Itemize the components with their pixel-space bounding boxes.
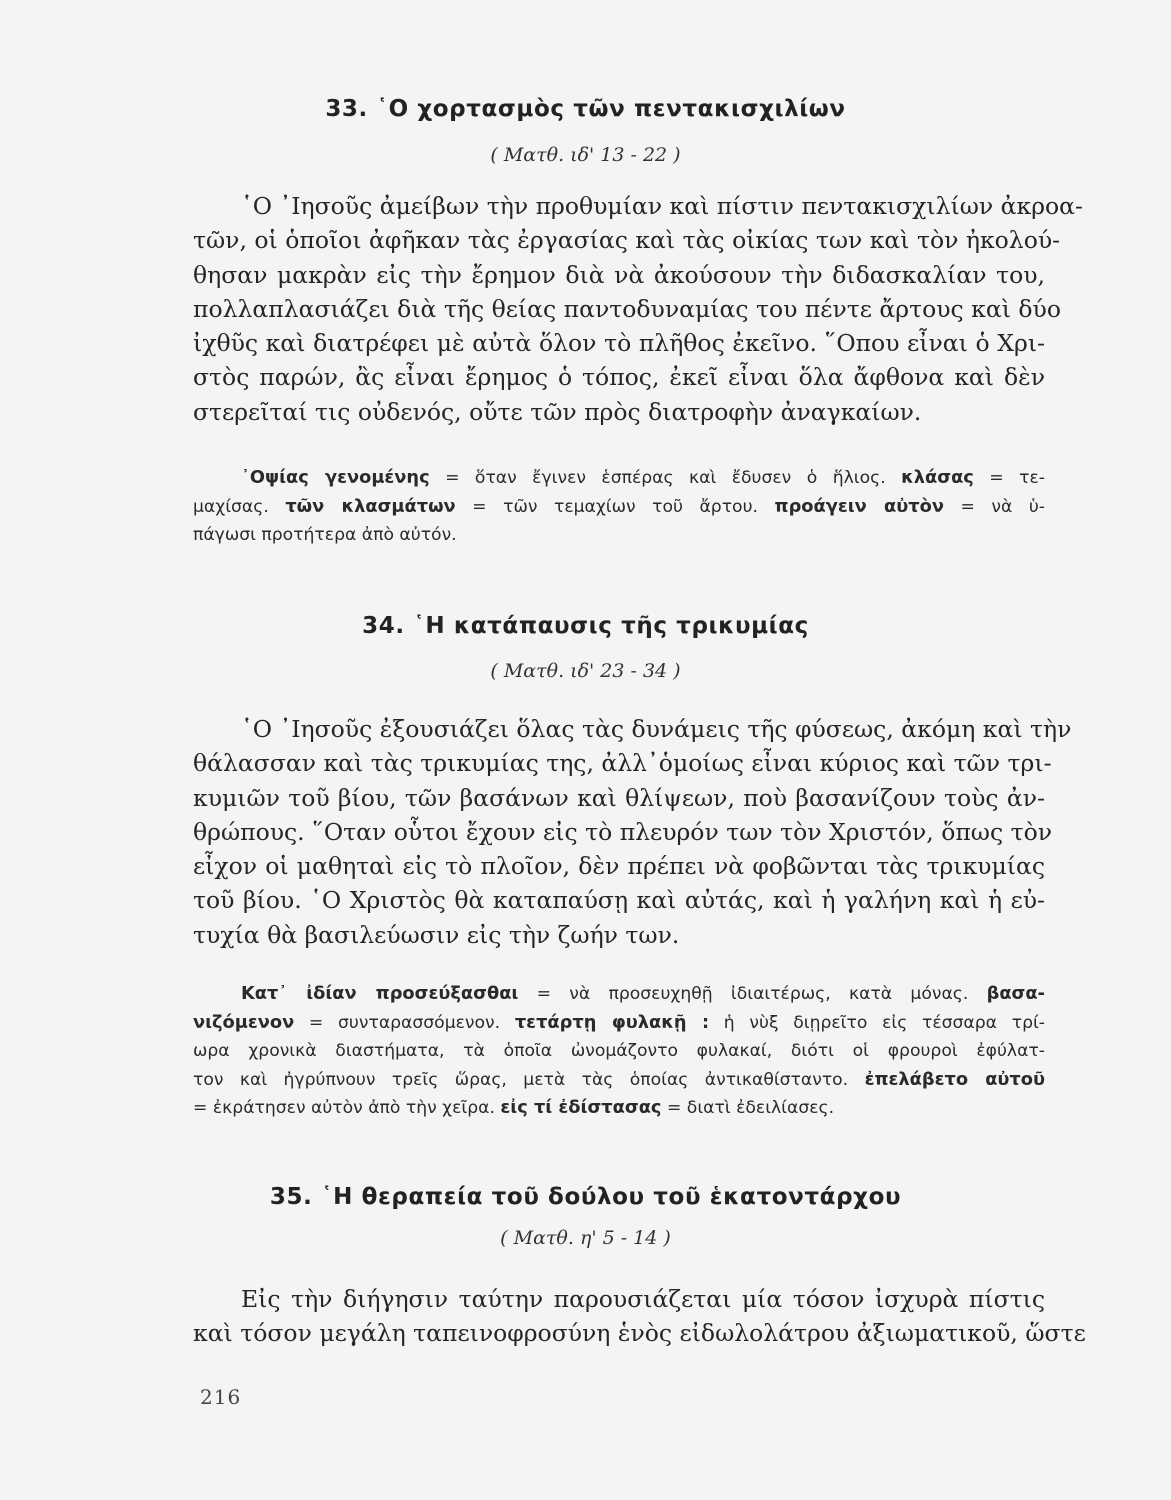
gloss-line: [193, 464, 1045, 493]
gloss-term: κλάσας: [901, 467, 974, 488]
gloss-line: [193, 980, 1045, 1009]
gloss-definition: = νὰ προσευχηθῇ ἰδιαιτέρως, κατὰ μόνας.: [518, 984, 987, 1004]
gloss-definition: τον καὶ ἠγρύπνουν τρεῖς ὥρας, μετὰ τὰς ὁποίας ἀντικαθίσταντο.: [193, 1069, 865, 1090]
gloss-term: προάγειν αὐτὸν: [774, 495, 944, 517]
gloss-term: εἰς τί ἐδίστασας: [500, 1097, 662, 1118]
page-number: 216: [200, 1385, 242, 1409]
body-line: στὸς παρών, ἂς εἶναι ἔρημος ὁ τόπος, ἐκεῖ εἶναι ὅλα ἄφθονα καὶ δὲν: [193, 363, 1045, 392]
gloss-definition: = νὰ ὑ-: [943, 496, 1046, 517]
gloss-line: [193, 521, 1045, 550]
section-33-glossary: [193, 464, 1045, 550]
gloss-line: [193, 1009, 1045, 1038]
section-34-reference: ( Ματθ. ιδ' 23 - 34 ): [490, 660, 681, 682]
section-33-heading: 33. ῾Ο χορτασμὸς τῶν πεντακισχιλίων: [325, 96, 846, 122]
gloss-line: [193, 1037, 1045, 1066]
body-line: κυμιῶν τοῦ βίου, τῶν βασάνων καὶ θλίψεων, ποὺ βασανίζουν τοὺς ἀν-: [193, 783, 1045, 812]
section-33-body: [193, 189, 1083, 429]
gloss-definition: ἡ νὺξ διῃρεῖτο εἰς τέσσαρα τρί-: [709, 1012, 1045, 1033]
body-line: τοῦ βίου. ῾Ο Χριστὸς θὰ καταπαύσῃ καὶ αὐτάς, καὶ ἡ γαλήνη καὶ ἡ εὐ-: [193, 886, 1045, 915]
gloss-term: ᾿Οψίας γενομένης: [241, 467, 430, 488]
gloss-definition: = διατὶ ἐδειλίασες.: [661, 1098, 835, 1118]
section-35-heading: 35. ῾Η θεραπεία τοῦ δούλου τοῦ ἑκατοντάρχου: [269, 1184, 902, 1210]
gloss-definition: = ἐκράτησεν αὐτὸν ἀπὸ τὴν χεῖρα.: [193, 1098, 501, 1118]
body-line: θάλασσαν καὶ τὰς τρικυμίας της, ἀλλ᾿ὁμοίως εἶναι κύριος καὶ τῶν τρι-: [193, 749, 1052, 778]
gloss-term: νιζόμενον: [193, 1011, 295, 1033]
gloss-term: ἐπελάβετο αὐτοῦ: [864, 1068, 1046, 1090]
gloss-definition: = τῶν τεμαχίων τοῦ ἄρτου.: [455, 496, 775, 517]
section-34-body: [193, 712, 1072, 952]
section-34-glossary: [193, 980, 1045, 1123]
body-line: ἰχθῦς καὶ διατρέφει μὲ αὐτὰ ὅλον τὸ πλῆθος ἐκεῖνο. ῞Οπου εἶναι ὁ Χρι-: [193, 329, 1045, 358]
body-line: τυχία θὰ βασιλεύωσιν εἰς τὴν ζωήν των.: [193, 920, 680, 949]
body-line: θρώπους. ῞Οταν οὗτοι ἔχουν εἰς τὸ πλευρόν των τὸν Χριστόν, ὅπως τὸν: [193, 817, 1053, 846]
body-line: πολλαπλασιάζει διὰ τῆς θείας παντοδυναμίας του πέντε ἄρτους καὶ δύο: [193, 294, 1061, 323]
body-line: ῾Ο ᾿Ιησοῦς ἀμείβων τὴν προθυμίαν καὶ πίστιν πεντακισχιλίων ἀκροα-: [241, 192, 1083, 220]
body-line: τῶν, οἱ ὁποῖοι ἀφῆκαν τὰς ἐργασίας καὶ τὰς οἰκίας των καὶ τὸν ἠκολού-: [193, 226, 1061, 255]
section-33-reference: ( Ματθ. ιδ' 13 - 22 ): [490, 144, 681, 166]
gloss-line: [193, 1066, 1045, 1095]
gloss-definition: = ὅταν ἔγινεν ἑσπέρας καὶ ἔδυσεν ὁ ἥλιος.: [429, 468, 902, 488]
section-35-reference: ( Ματθ. η' 5 - 14 ): [500, 1227, 671, 1249]
gloss-line: [193, 493, 1045, 522]
gloss-term: βασα-: [986, 983, 1045, 1004]
gloss-term: τετάρτῃ φυλακῇ :: [514, 1011, 710, 1033]
gloss-term: τῶν κλασμάτων: [285, 495, 456, 517]
body-line: ῾Ο ᾿Ιησοῦς ἐξουσιάζει ὅλας τὰς δυνάμεις τῆς φύσεως, ἀκόμη καὶ τὴν: [241, 715, 1072, 743]
gloss-definition: = τε-: [973, 468, 1045, 488]
gloss-definition: = συνταρασσόμενον.: [294, 1012, 515, 1033]
body-line: Εἰς τὴν διήγησιν ταύτην παρουσιάζεται μία τόσον ἰσχυρὰ πίστις: [241, 1285, 1045, 1313]
body-line: στερεῖταί τις οὐδενός, οὔτε τῶν πρὸς διατροφὴν ἀναγκαίων.: [193, 397, 922, 426]
gloss-term: Κατ᾿ ἰδίαν προσεύξασθαι: [241, 983, 519, 1004]
body-line: καὶ τόσον μεγάλη ταπεινοφροσύνη ἑνὸς εἰδωλολάτρου ἀξιωματικοῦ, ὥστε: [193, 1319, 1086, 1348]
section-35-body: [193, 1282, 1086, 1351]
section-34-heading: 34. ῾Η κατάπαυσις τῆς τρικυμίας: [362, 613, 809, 639]
gloss-definition: πάγωσι προτήτερα ἀπὸ αὐτόν.: [193, 525, 457, 545]
body-line: θησαν μακρὰν εἰς τὴν ἔρημον διὰ νὰ ἀκούσουν τὴν διδασκαλίαν του,: [193, 260, 1045, 289]
gloss-line: [193, 1094, 1045, 1123]
body-line: εἶχον οἱ μαθηταὶ εἰς τὸ πλοῖον, δὲν πρέπει νὰ φοβῶνται τὰς τρικυμίας: [193, 852, 1045, 881]
gloss-definition: ωρα χρονικὰ διαστήματα, τὰ ὁποῖα ὠνομάζοντο φυλακαί, διότι οἱ φρουροὶ ἐφύλατ-: [193, 1041, 1045, 1061]
gloss-definition: μαχίσας.: [193, 496, 286, 517]
